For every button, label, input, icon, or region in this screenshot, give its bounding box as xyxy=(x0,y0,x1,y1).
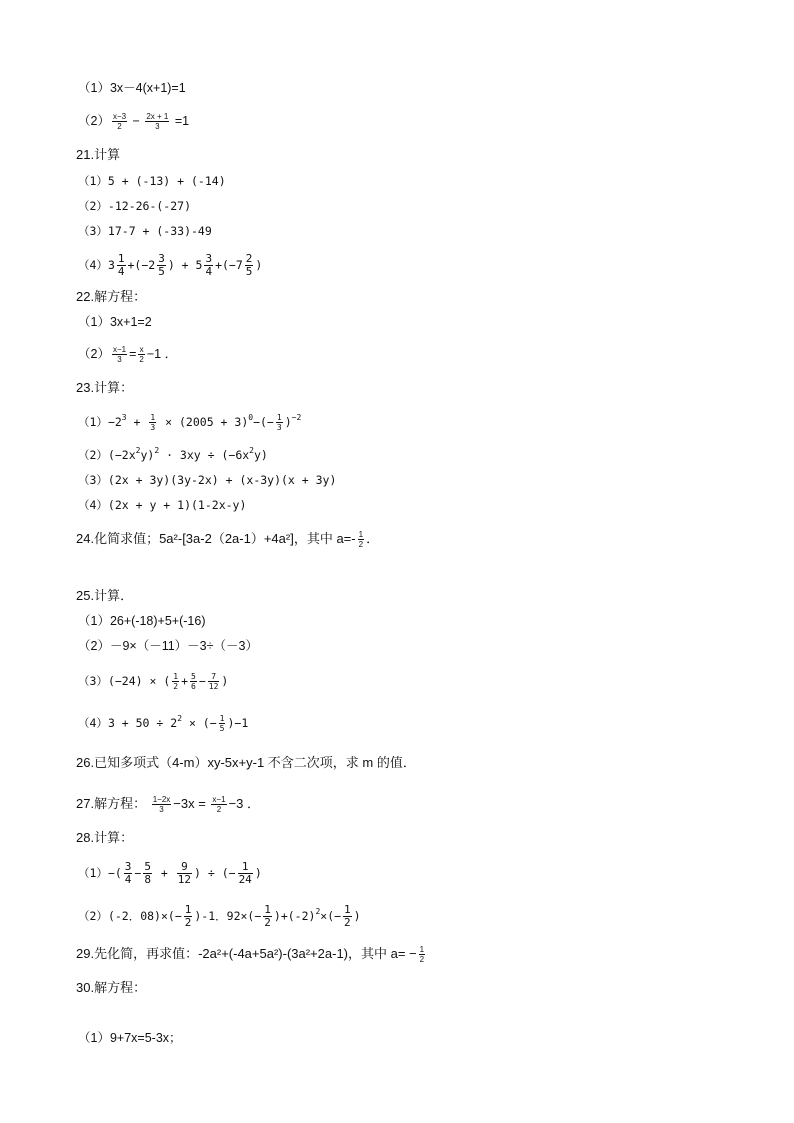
q23-4: （4）(2x + y + 1)(1-2x-y) xyxy=(78,498,247,512)
q22-1: （1）3x+1=2 xyxy=(78,315,152,329)
q22-2: （2） $\frac{x-1}{3}$ = $\frac{x}{2}$ −1 ． xyxy=(78,345,178,364)
q23-title: 23.计算： xyxy=(76,380,134,395)
q25-4: $(4)3 + 50 \div 2^2$ × (− $\frac{1}{5}$ )−1 xyxy=(78,714,249,733)
q30-1: （1）9+7x=5-3x； xyxy=(78,1031,182,1045)
q22-title: 22.解方程： xyxy=(76,289,147,304)
eq-1: （1）3x－4(x+1)=1 xyxy=(78,81,186,95)
q27: 27.解方程： $\frac{1-2x}{3}$ −3x = $\frac{x-1}{2}$ −3 ． xyxy=(76,795,260,814)
q23-1: $(1)-2^3$ + $\frac{1}{3}$ × $(2005 + 3)^0-(-$ $\frac{1}{3}$ )$^{-2}$ xyxy=(78,413,302,432)
q24: 24.化简求值；5a²-[3a-2（2a-1）+4a²]，其中 a=- $\frac{1}{2}$ ． xyxy=(76,530,380,549)
q21-1: （1）5 + (-13) + (-14) xyxy=(78,174,226,188)
q28-title: 28.计算： xyxy=(76,830,134,845)
q25-title: 25.计算． xyxy=(76,588,134,603)
q28-2: （2）(-2．08)×(− $\frac{1}{2}$ )-1．92×(− $\frac{1}{2}$ )$+(-2)^2\times(-$ $\frac{1}{2}$ ) xyxy=(78,903,361,929)
q29: 29.先化简，再求值：-2a²+(-4a+5a²)-(3a²+2a-1)，其中 a= − $\frac{1}{2}$ xyxy=(76,945,425,964)
q23-2: $(2)(-2x^2y)^2 \cdot 3xy \div (-6x^2y)$ xyxy=(78,446,268,462)
q26: 26.已知多项式（4-m）xy-5x+y-1 不含二次项，求 m 的值． xyxy=(76,755,416,770)
q30-title: 30.解方程： xyxy=(76,980,147,995)
q21-title: 21.计算 xyxy=(76,147,121,162)
q25-1: （1）26+(-18)+5+(-16) xyxy=(78,614,206,628)
q25-2: （2）－9×（－11）－3÷（－3） xyxy=(78,639,258,653)
q28-1: （1）−( $\frac{3}{4}$ − $\frac{5}{8}$ + $\frac{9}{12}$ ) ÷ (− $\frac{1}{24}$ ) xyxy=(78,860,262,886)
q21-4: （4）3 $\frac{1}{4}$ +(−2 $\frac{3}{5}$ ) + 5 $\frac{3}{4}$ +(−7 $\frac{2}{5}$ ) xyxy=(78,252,263,278)
q25-3: （3）(−24) × ( $\frac{1}{2}$ + $\frac{5}{6}$ − $\frac{7}{12}$ ) xyxy=(78,672,229,691)
eq-2: （2） $\frac{x-3}{2}$ − $\frac{2x + 1}{3}$ =1 xyxy=(78,112,190,131)
q23-3: （3）(2x + 3y)(3y-2x) + (x-3y)(x + 3y) xyxy=(78,473,337,487)
q21-2: （2）-12-26-(-27) xyxy=(78,199,192,213)
q21-3: （3）17-7 + (-33)-49 xyxy=(78,224,212,238)
